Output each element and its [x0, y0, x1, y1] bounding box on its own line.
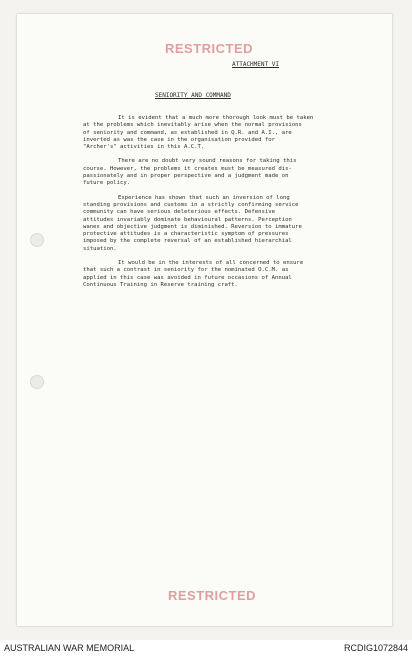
paragraph: It would be in the interests of all concerned to ensure that such a contrast in seniority for the nominated O.C.M. as applied in this case was avoided in future occasions of Annual Continuous Training in Reserve training craft.	[83, 260, 304, 288]
restricted-stamp-top: RESTRICTED	[165, 41, 254, 56]
punch-hole-top	[30, 233, 44, 247]
paragraph: It is evident that a much more thorough look must be taken at the problems which inevitably arise when the normal provisions of seniority and command, as established in Q.R. and A.I., are inverted as was the case in the organisation provided for "Archer's" activities in this A.C.T.	[83, 115, 314, 151]
document-page	[17, 14, 392, 626]
paragraph: Experience has shown that such an inversion of long standing provisions and customs in a strictly confirming service community can have serious deleterious effects. Defensive attitudes invariably dominate behavioural patterns. Perception wanes and objective judgment is diminished. Reversion to immature protective attitudes is a characteristic symptom of pressures imposed by the complete reversal of an established hierarchial situation.	[83, 194, 302, 252]
footer-id: RCDIG1072844	[343, 643, 408, 653]
document-heading: SENIORITY AND COMMAND	[155, 92, 231, 99]
document-body	[83, 115, 323, 296]
punch-hole-bottom	[30, 375, 44, 389]
footer-source: AUSTRALIAN WAR MEMORIAL	[4, 643, 135, 653]
restricted-stamp-bottom: RESTRICTED	[168, 588, 257, 603]
paragraph: There are no doubt very sound reasons for taking this course. However, the problems it creates must be measured dis- passionately and in proper perspective and a judgment made on future policy.	[83, 158, 297, 187]
attachment-label: ATTACHMENT VI	[232, 61, 279, 68]
